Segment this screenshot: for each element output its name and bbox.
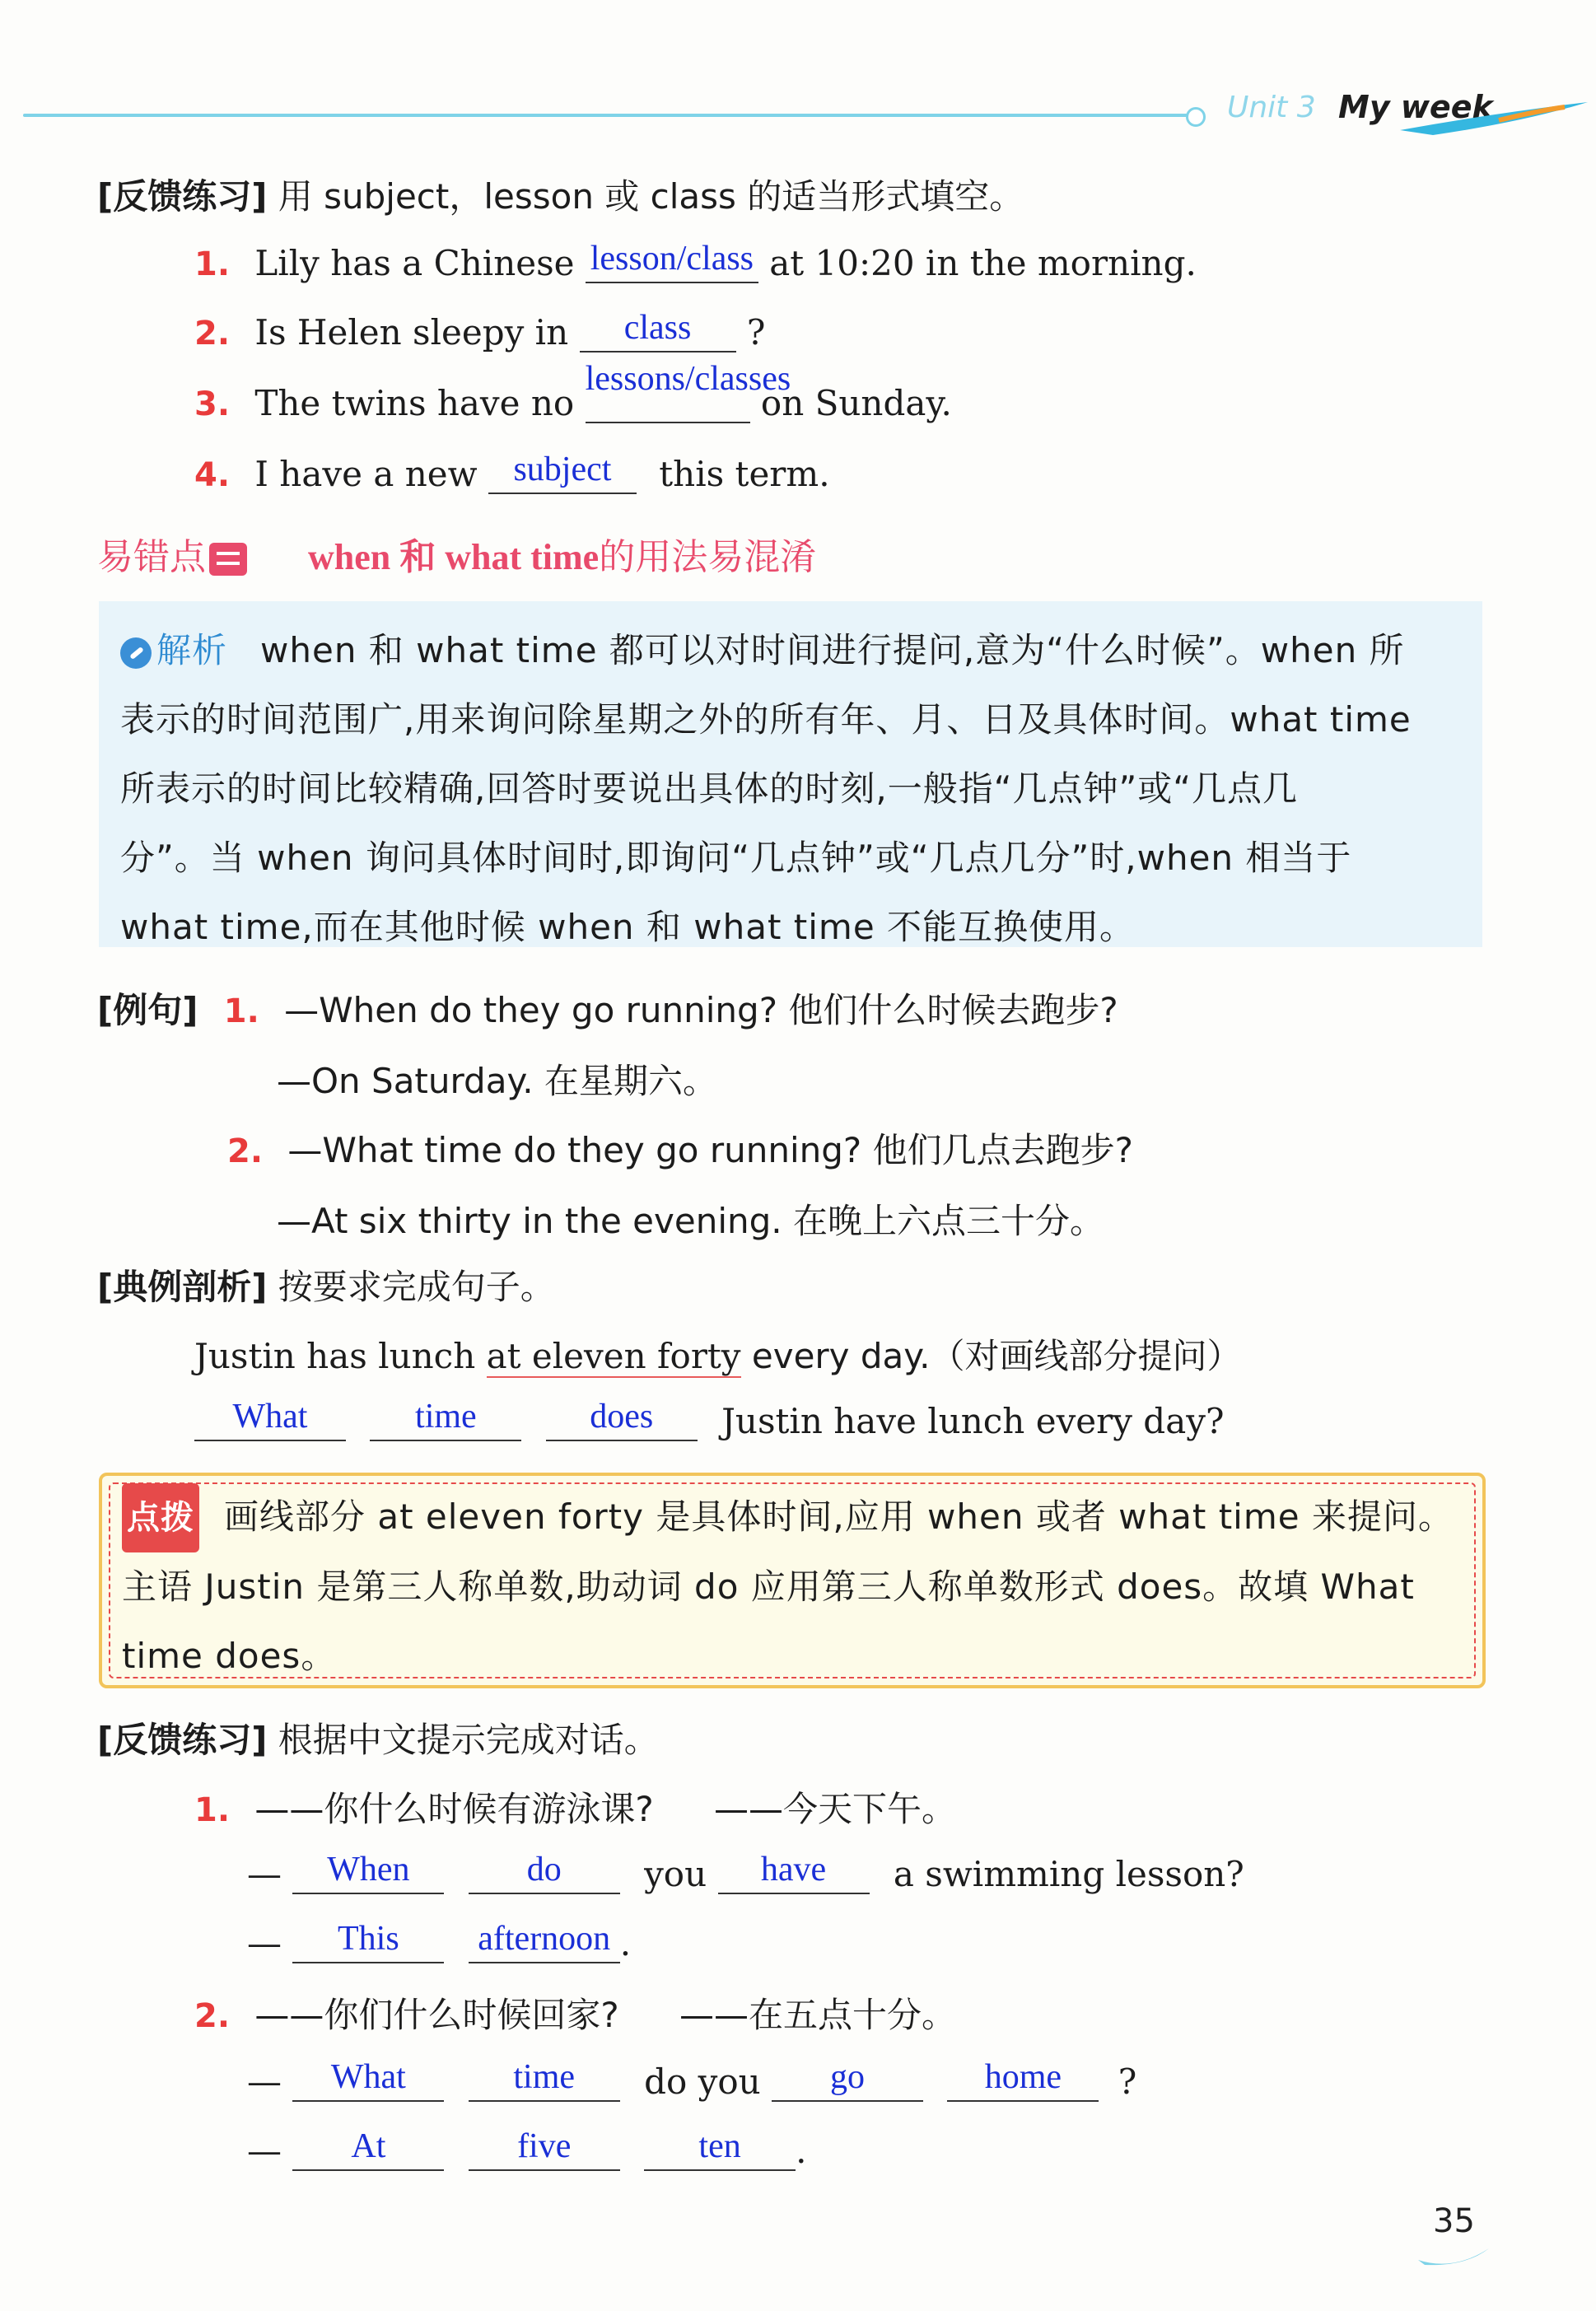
practice2-label: [反馈练习] xyxy=(97,1720,268,1760)
item-number: 3. xyxy=(194,385,231,423)
answer-text: five xyxy=(517,2127,572,2165)
answer-text: class xyxy=(623,309,692,347)
answer-text: lesson/class xyxy=(590,240,754,278)
sentence-text: every day.（对画线部分提问） xyxy=(740,1336,1242,1376)
answer-text: At xyxy=(351,2127,386,2165)
item-number: 1. xyxy=(194,1791,231,1829)
header-dot xyxy=(1186,107,1206,127)
dash: — xyxy=(247,2061,282,2102)
answer-blank[interactable] xyxy=(469,1919,620,1963)
practice1-label: [反馈练习] xyxy=(97,176,268,217)
answer-blank[interactable] xyxy=(194,1397,346,1441)
item-text: Is Helen sleepy in xyxy=(254,312,569,352)
practice1-item-1 xyxy=(194,239,1197,283)
page-number: 35 xyxy=(1433,2202,1475,2240)
example-text: —What time do they go running? 他们几点去跑步? xyxy=(287,1130,1133,1170)
answer-text: What xyxy=(232,1398,308,1436)
tip-line: 点拨 画线部分 at eleven forty 是具体时间,应用 when 或者 what time 来提问。 xyxy=(122,1482,1472,1552)
header-rule xyxy=(23,114,1192,117)
typical-answer-line xyxy=(194,1397,1224,1441)
error-point-topic-en: when 和 what time xyxy=(308,537,600,577)
sentence-text: you xyxy=(644,1854,707,1894)
answer-blank[interactable] xyxy=(546,1397,698,1441)
dash: — xyxy=(247,1854,282,1894)
example-1-question xyxy=(97,983,1118,1033)
practice1-heading xyxy=(97,170,1024,219)
error-point-title xyxy=(97,527,816,580)
practice1-item-3 xyxy=(194,360,952,423)
example-text: —When do they go running? 他们什么时候去跑步? xyxy=(284,990,1118,1030)
answer-blank[interactable] xyxy=(469,2127,620,2171)
sentence-text: Justin have lunch every day? xyxy=(721,1401,1225,1441)
header-unit: Unit 3 xyxy=(1227,91,1316,124)
practice1-instruction: 用 subject，lesson 或 class 的适当形式填空。 xyxy=(278,176,1024,217)
item-text: Lily has a Chinese xyxy=(254,243,575,283)
typical-sentence xyxy=(194,1329,1242,1379)
answer-blank[interactable] xyxy=(947,2057,1099,2102)
answer-text: time xyxy=(513,2058,576,2096)
answer-text: ten xyxy=(698,2127,741,2165)
analysis-line: 表示的时间范围广,用来询问除星期之外的所有年、月、日及具体时间。what time xyxy=(120,699,1412,740)
example-2-question xyxy=(227,1123,1133,1173)
answer-blank[interactable] xyxy=(370,1397,521,1441)
tip-line: 主语 Justin 是第三人称单数,助动词 do 应用第三人称单数形式 does。故填 What xyxy=(122,1566,1415,1607)
answer-blank[interactable] xyxy=(469,1850,620,1894)
item-text: I have a new xyxy=(254,454,478,494)
item-number: 2. xyxy=(194,315,231,352)
analysis-text xyxy=(120,616,1471,962)
answer-text: go xyxy=(830,2058,866,2096)
practice2-q2-cn xyxy=(194,1988,956,2038)
answer-text: do xyxy=(526,1851,562,1888)
error-point-topic-cn: 的用法易混淆 xyxy=(599,536,817,578)
cn-prompt: ——今天下午。 xyxy=(714,1789,957,1829)
sentence-text: do you xyxy=(644,2061,761,2102)
answer-text: subject xyxy=(513,451,612,488)
cn-prompt: ——你什么时候有游泳课? xyxy=(254,1789,654,1829)
practice1-item-2 xyxy=(194,308,765,352)
item-text: The twins have no xyxy=(254,383,575,423)
answer-blank[interactable] xyxy=(488,450,637,494)
answer-blank[interactable] xyxy=(772,2057,923,2102)
answer-blank[interactable] xyxy=(580,308,736,352)
dash: — xyxy=(247,1923,282,1963)
typical-heading xyxy=(97,1260,555,1310)
answer-text: lessons/classes xyxy=(585,360,791,398)
example-2-answer: —At six thirty in the evening. 在晚上六点三十分。 xyxy=(277,1201,1104,1241)
practice2-heading xyxy=(97,1713,659,1762)
key-icon xyxy=(120,637,152,669)
dash: — xyxy=(247,2131,282,2171)
analysis-line: 解析 when 和 what time 都可以对时间进行提问,意为“什么时候”。when 所 xyxy=(120,616,1471,685)
answer-text: home xyxy=(984,2058,1062,2096)
answer-text: What xyxy=(330,2058,406,2096)
practice2-q2-answer xyxy=(247,2127,806,2171)
item-text: this term. xyxy=(659,454,830,494)
practice2-q1-cn xyxy=(194,1782,956,1832)
item-text: ? xyxy=(746,312,766,352)
answer-text: This xyxy=(338,1920,399,1958)
practice2-q2-question xyxy=(247,2057,1136,2102)
item-number: 2. xyxy=(194,1997,231,2035)
practice1-item-4 xyxy=(194,450,830,494)
typical-label: [典例剖析] xyxy=(97,1267,268,1307)
period: . xyxy=(619,1923,632,1963)
analysis-label: 解析 xyxy=(120,616,227,685)
answer-blank[interactable] xyxy=(292,2127,444,2171)
answer-blank[interactable] xyxy=(585,360,791,423)
examples-label: [例句] xyxy=(97,990,198,1030)
sentence-text: Justin has lunch xyxy=(194,1336,487,1376)
swoosh-icon xyxy=(1400,97,1589,138)
analysis-line: 所表示的时间比较精确,回答时要说出具体的时刻,一般指“几点钟”或“几点几 xyxy=(120,768,1298,809)
answer-blank[interactable] xyxy=(586,239,758,283)
item-number: 1. xyxy=(194,245,231,283)
sentence-text: ? xyxy=(1118,2061,1137,2102)
item-number: 4. xyxy=(194,456,231,494)
error-point-label: 易错点 xyxy=(97,536,206,578)
answer-blank[interactable] xyxy=(469,2057,620,2102)
practice2-q1-answer xyxy=(247,1919,631,1963)
item-number: 2. xyxy=(227,1132,264,1170)
equals-badge-icon xyxy=(209,543,247,576)
sentence-text: a swimming lesson? xyxy=(893,1854,1244,1894)
tip-text xyxy=(122,1482,1472,1691)
answer-text: have xyxy=(760,1851,827,1888)
answer-blank[interactable] xyxy=(292,1850,444,1894)
answer-text: time xyxy=(415,1398,477,1436)
answer-blank[interactable] xyxy=(292,1919,444,1963)
answer-blank[interactable] xyxy=(718,1850,870,1894)
analysis-line: 分”。当 when 询问具体时间时,即询问“几点钟”或“几点几分”时,when 相当于 xyxy=(120,838,1352,878)
tip-label: 点拨 xyxy=(122,1483,199,1552)
item-number: 1. xyxy=(223,992,259,1030)
example-1-answer: —On Saturday. 在星期六。 xyxy=(277,1061,718,1101)
page-wave-icon xyxy=(1416,2243,1491,2268)
item-text: on Sunday. xyxy=(760,383,952,423)
header-title: My week xyxy=(1338,89,1493,125)
answer-blank[interactable] xyxy=(292,2057,444,2102)
answer-text: does xyxy=(590,1398,654,1436)
practice2-instruction: 根据中文提示完成对话。 xyxy=(278,1720,659,1760)
cn-prompt: ——你们什么时候回家? xyxy=(254,1995,619,2035)
answer-blank[interactable] xyxy=(644,2127,796,2171)
period: . xyxy=(796,2131,807,2171)
answer-text: afternoon xyxy=(478,1920,611,1958)
cn-prompt: ——在五点十分。 xyxy=(679,1995,957,2035)
analysis-line: what time,而在其他时候 when 和 what time 不能互换使用。 xyxy=(120,907,1136,947)
answer-text: When xyxy=(327,1851,410,1888)
underlined-phrase: at eleven forty xyxy=(486,1336,741,1376)
item-text: at 10:20 in the morning. xyxy=(769,243,1197,283)
tip-line: time does。 xyxy=(122,1636,337,1676)
typical-instruction: 按要求完成句子。 xyxy=(278,1267,555,1307)
practice2-q1-question xyxy=(247,1850,1244,1894)
